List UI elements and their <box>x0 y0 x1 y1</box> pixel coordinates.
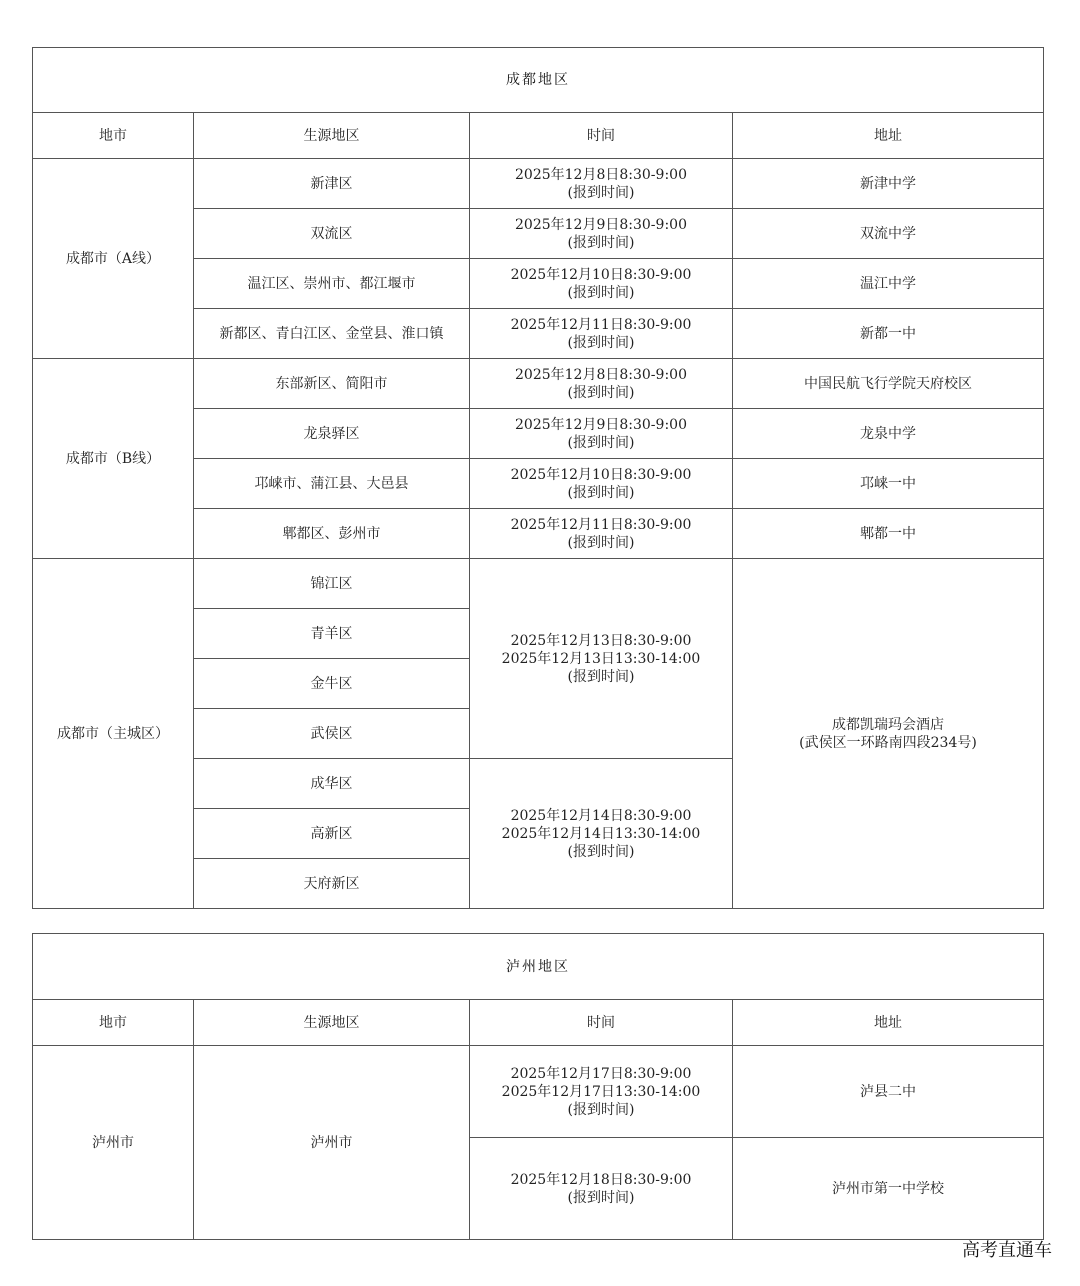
address-cell: 泸县二中 <box>733 1046 1044 1138</box>
region-cell: 高新区 <box>194 809 470 859</box>
city-cell-main: 成都市（主城区） <box>33 559 194 909</box>
region-cell: 青羊区 <box>194 609 470 659</box>
region-cell-luzhou: 泸州市 <box>194 1046 470 1240</box>
region-cell: 锦江区 <box>194 559 470 609</box>
header-time: 时间 <box>470 1000 733 1046</box>
city-cell-a: 成都市（A线） <box>33 159 194 359</box>
time-cell: 2025年12月11日8:30-9:00 (报到时间) <box>470 309 733 359</box>
header-address: 地址 <box>733 1000 1044 1046</box>
time-cell: 2025年12月18日8:30-9:00 (报到时间) <box>470 1138 733 1240</box>
address-cell: 新都一中 <box>733 309 1044 359</box>
address-cell: 中国民航飞行学院天府校区 <box>733 359 1044 409</box>
time-cell: 2025年12月8日8:30-9:00 (报到时间) <box>470 159 733 209</box>
region-cell: 龙泉驿区 <box>194 409 470 459</box>
address-cell: 双流中学 <box>733 209 1044 259</box>
address-cell: 温江中学 <box>733 259 1044 309</box>
address-cell: 郫都一中 <box>733 509 1044 559</box>
time-cell: 2025年12月11日8:30-9:00 (报到时间) <box>470 509 733 559</box>
time-cell: 2025年12月10日8:30-9:00 (报到时间) <box>470 459 733 509</box>
header-region: 生源地区 <box>194 113 470 159</box>
city-cell-luzhou: 泸州市 <box>33 1046 194 1240</box>
address-cell: 新津中学 <box>733 159 1044 209</box>
header-city: 地市 <box>33 113 194 159</box>
region-cell: 新都区、青白江区、金堂县、淮口镇 <box>194 309 470 359</box>
luzhou-title: 泸州地区 <box>33 934 1044 1000</box>
region-cell: 金牛区 <box>194 659 470 709</box>
region-cell: 邛崃市、蒲江县、大邑县 <box>194 459 470 509</box>
address-cell: 泸州市第一中学校 <box>733 1138 1044 1240</box>
region-cell: 新津区 <box>194 159 470 209</box>
time-cell: 2025年12月9日8:30-9:00 (报到时间) <box>470 209 733 259</box>
header-region: 生源地区 <box>194 1000 470 1046</box>
region-cell: 成华区 <box>194 759 470 809</box>
table-row <box>33 359 1044 409</box>
time-cell-slot2: 2025年12月14日8:30-9:00 2025年12月14日13:30-14:00 (报到时间) <box>470 759 733 909</box>
table-row <box>33 159 1044 209</box>
time-cell: 2025年12月17日8:30-9:00 2025年12月17日13:30-14:00 (报到时间) <box>470 1046 733 1138</box>
address-cell: 龙泉中学 <box>733 409 1044 459</box>
region-cell: 天府新区 <box>194 859 470 909</box>
time-cell-slot1: 2025年12月13日8:30-9:00 2025年12月13日13:30-14:00 (报到时间) <box>470 559 733 759</box>
city-cell-b: 成都市（B线） <box>33 359 194 559</box>
table-row <box>33 1046 1044 1138</box>
header-time: 时间 <box>470 113 733 159</box>
header-city: 地市 <box>33 1000 194 1046</box>
address-cell: 邛崃一中 <box>733 459 1044 509</box>
chengdu-table <box>32 47 1044 909</box>
header-address: 地址 <box>733 113 1044 159</box>
time-cell: 2025年12月10日8:30-9:00 (报到时间) <box>470 259 733 309</box>
address-cell-main: 成都凯瑞玛会酒店 (武侯区一环路南四段234号) <box>733 559 1044 909</box>
chengdu-title: 成都地区 <box>33 48 1044 113</box>
region-cell: 温江区、崇州市、都江堰市 <box>194 259 470 309</box>
time-cell: 2025年12月9日8:30-9:00 (报到时间) <box>470 409 733 459</box>
table-row <box>33 559 1044 609</box>
region-cell: 郫都区、彭州市 <box>194 509 470 559</box>
watermark-text: 高考直通车 <box>962 1240 1052 1261</box>
region-cell: 双流区 <box>194 209 470 259</box>
region-cell: 东部新区、简阳市 <box>194 359 470 409</box>
luzhou-table <box>32 933 1044 1240</box>
region-cell: 武侯区 <box>194 709 470 759</box>
time-cell: 2025年12月8日8:30-9:00 (报到时间) <box>470 359 733 409</box>
